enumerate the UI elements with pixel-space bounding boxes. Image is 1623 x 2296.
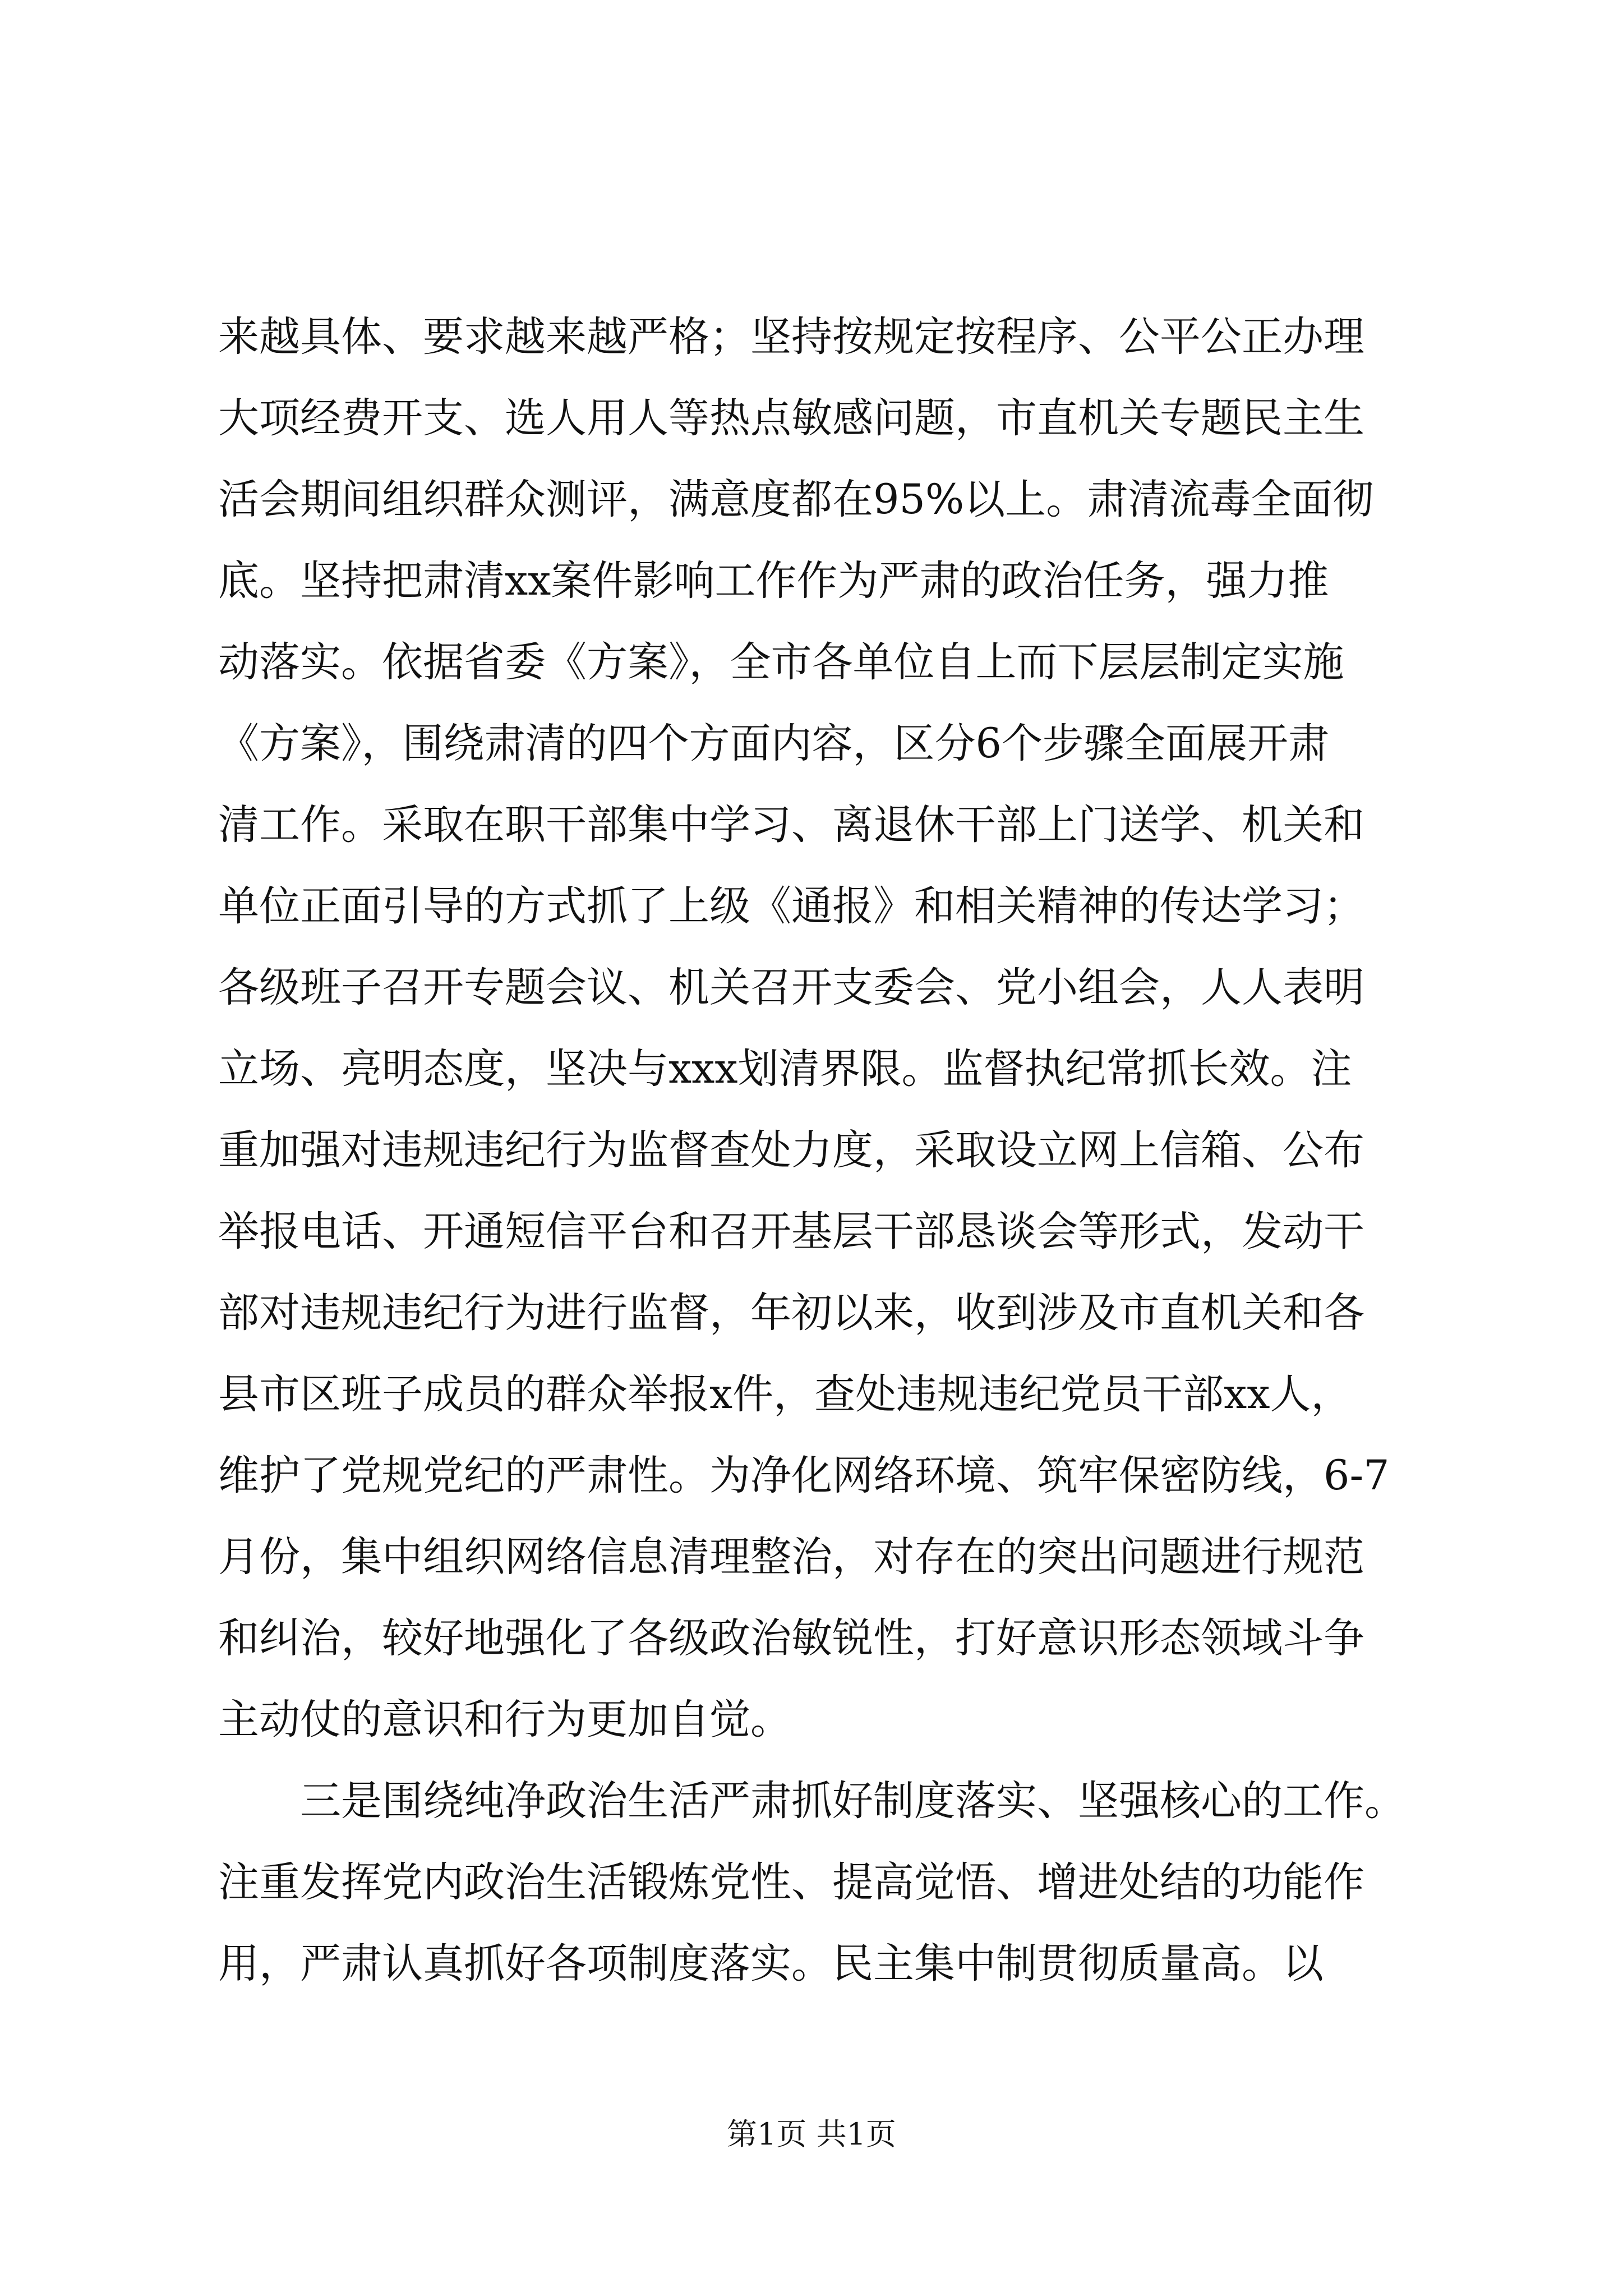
body-line-2: 大项经费开支、选人用人等热点敏感问题，市直机关专题民主生 <box>218 394 1364 442</box>
body-line-9: 各级班子召开专题会议、机关召开支委会、党小组会，人人表明 <box>218 964 1364 1011</box>
body-line-16: 月份，集中组织网络信息清理整治，对存在的突出问题进行规范 <box>218 1533 1364 1581</box>
body-line-21: 用，严肃认真抓好各项制度落实。民主集中制贯彻质量高。以 <box>218 1940 1324 1987</box>
body-line-8: 单位正面引导的方式抓了上级《通报》和相关精神的传达学习； <box>218 882 1364 930</box>
body-line-11: 重加强对违规违纪行为监督查处力度，采取设立网上信箱、公布 <box>218 1126 1364 1174</box>
body-line-7: 清工作。采取在职干部集中学习、离退休干部上门送学、机关和 <box>218 801 1364 849</box>
body-line-1: 来越具体、要求越来越严格；坚持按规定按程序、公平公正办理 <box>218 313 1364 361</box>
body-line-15: 维护了党规党纪的严肃性。为净化网络环境、筑牢保密防线，6-7 <box>218 1452 1390 1499</box>
body-line-17: 和纠治，较好地强化了各级政治敏锐性，打好意识形态领域斗争 <box>218 1614 1364 1662</box>
body-line-6: 《方案》，围绕肃清的四个方面内容，区分6个步骤全面展开肃 <box>218 720 1329 767</box>
body-line-10: 立场、亮明态度，坚决与xxx划清界限。监督执纪常抓长效。注 <box>218 1045 1352 1093</box>
body-line-20: 注重发挥党内政治生活锻炼党性、提高觉悟、增进处结的功能作 <box>218 1858 1364 1906</box>
body-line-14: 县市区班子成员的群众举报x件，查处违规违纪党员干部xx人， <box>218 1370 1352 1418</box>
body-line-5: 动落实。依据省委《方案》，全市各单位自上而下层层制定实施 <box>218 638 1344 686</box>
body-line-4: 底。坚持把肃清xx案件影响工作作为严肃的政治任务，强力推 <box>218 557 1329 605</box>
body-line-3: 活会期间组织群众测评，满意度都在95%以上。肃清流毒全面彻 <box>218 476 1374 523</box>
body-line-18: 主动仗的意识和行为更加自觉。 <box>218 1696 791 1743</box>
paragraph-start-line: 三是围绕纯净政治生活严肃抓好制度落实、坚强核心的工作。 <box>300 1777 1405 1825</box>
page-footer: 第1页 共1页 <box>727 2116 896 2152</box>
document-body <box>218 296 1418 2004</box>
body-line-13: 部对违规违纪行为进行监督，年初以来，收到涉及市直机关和各 <box>218 1289 1364 1337</box>
body-line-12: 举报电话、开通短信平台和召开基层干部恳谈会等形式，发动干 <box>218 1208 1364 1255</box>
